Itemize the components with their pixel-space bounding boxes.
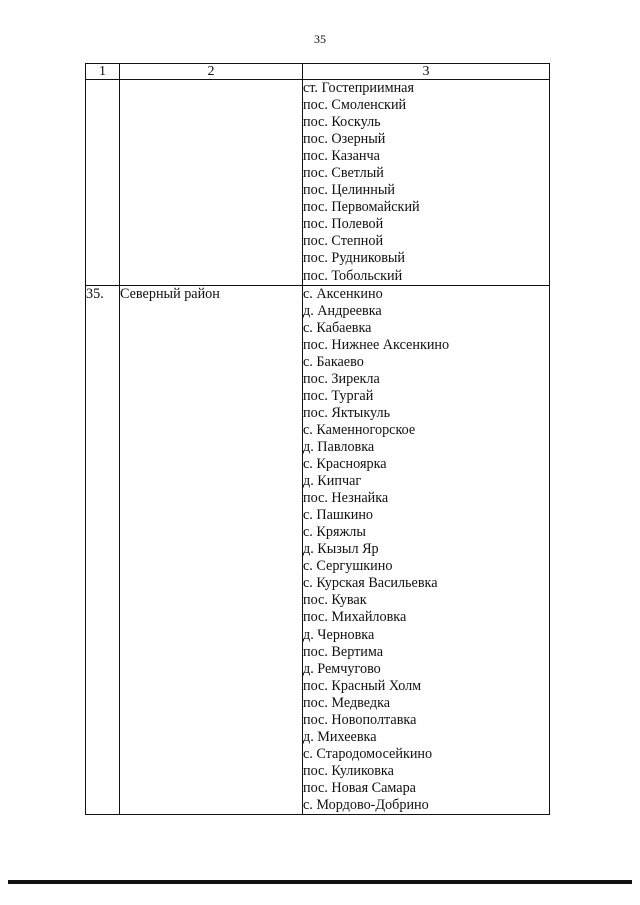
settlement-item: с. Кабаевка [303, 319, 372, 336]
table-row [86, 80, 550, 286]
settlement-item: пос. Кувак [303, 592, 367, 609]
row-number-cell [86, 80, 120, 286]
district-cell: Северный район [120, 285, 303, 814]
settlement-item: д. Кызыл Яр [303, 541, 379, 558]
settlement-item: пос. Медведка [303, 694, 391, 711]
settlement-item: с. Сергушкино [303, 558, 393, 575]
column-header-number: 1 [86, 64, 120, 80]
settlement-item: д. Андреевка [303, 302, 382, 319]
settlement-item: ст. Гостеприимная [303, 80, 414, 96]
bottom-rule [8, 880, 632, 884]
table-row [86, 285, 550, 814]
settlement-item: с. Аксенкино [303, 285, 383, 302]
settlement-item: с. Пашкино [303, 507, 374, 524]
settlement-item: с. Каменногорское [303, 421, 416, 438]
settlements-table [85, 63, 550, 815]
settlement-item: пос. Озерный [303, 131, 386, 148]
settlement-item: д. Ремчугово [303, 660, 381, 677]
settlement-item: с. Кряжлы [303, 524, 366, 541]
settlement-item: пос. Куликовка [303, 762, 394, 779]
settlement-item: пос. Красный Холм [303, 677, 422, 694]
settlement-item: пос. Первомайский [303, 199, 420, 216]
settlement-item: пос. Целинный [303, 182, 395, 199]
settlement-item: пос. Вертима [303, 643, 384, 660]
settlement-item: с. Мордово-Добрино [303, 796, 429, 813]
settlement-item: д. Черновка [303, 626, 375, 643]
settlement-item: с. Курская Васильевка [303, 575, 438, 592]
settlement-item: пос. Тургай [303, 387, 374, 404]
places-cell [303, 80, 550, 286]
settlement-item: с. Бакаево [303, 353, 364, 370]
settlement-item: с. Стародомосейкино [303, 745, 433, 762]
column-header-district: 2 [120, 64, 303, 80]
settlement-item: пос. Рудниковый [303, 250, 406, 267]
settlement-item: пос. Новополтавка [303, 711, 417, 728]
settlement-item: пос. Яктыкуль [303, 404, 391, 421]
settlement-item: пос. Тобольский [303, 267, 403, 284]
settlement-item: пос. Смоленский [303, 97, 407, 114]
row-number-cell: 35. [86, 285, 120, 814]
page-number: 35 [314, 32, 326, 46]
table-header-row [86, 64, 550, 80]
settlement-item: пос. Степной [303, 233, 384, 250]
settlement-item: пос. Нижнее Аксенкино [303, 336, 450, 353]
settlement-item: пос. Светлый [303, 165, 384, 182]
settlement-item: д. Кипчаг [303, 473, 362, 490]
settlement-item: пос. Зирекла [303, 370, 380, 387]
table-body [86, 80, 550, 815]
settlement-item: пос. Михайловка [303, 609, 407, 626]
settlement-item: пос. Незнайка [303, 490, 389, 507]
district-cell [120, 80, 303, 286]
settlement-item: пос. Полевой [303, 216, 384, 233]
places-cell [303, 285, 550, 814]
settlement-item: д. Михеевка [303, 728, 377, 745]
settlement-item: пос. Новая Самара [303, 779, 416, 796]
settlement-item: д. Павловка [303, 438, 375, 455]
column-header-places: 3 [303, 64, 550, 80]
settlement-item: пос. Коскуль [303, 114, 381, 131]
settlement-item: пос. Казанча [303, 148, 380, 165]
settlement-item: с. Красноярка [303, 456, 387, 473]
